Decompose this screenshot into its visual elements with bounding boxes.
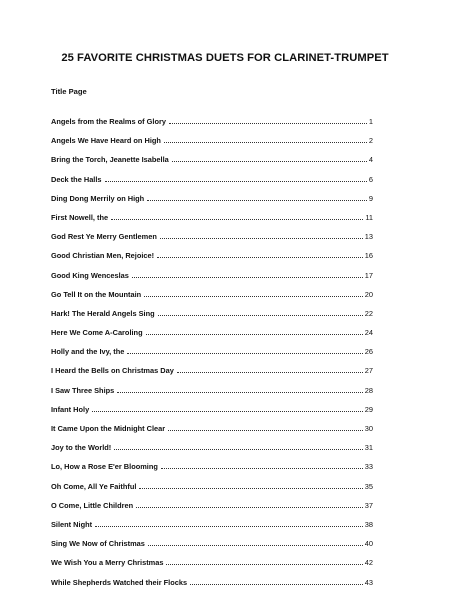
toc-entry-title: I Saw Three Ships [51, 385, 115, 395]
toc-entry [51, 309, 373, 328]
toc-entry-title: O Come, Little Children [51, 500, 134, 510]
toc-dot-leader [157, 257, 363, 258]
toc-entry-title: Good King Wenceslas [51, 270, 129, 280]
toc-entry-title: Holly and the Ivy, the [51, 347, 125, 357]
toc-entry-title: Oh Come, All Ye Faithful [51, 481, 137, 491]
toc-entry-page-number: 22 [364, 308, 373, 318]
toc-entry-title: First Nowell, the [51, 212, 109, 222]
title-page-heading: Title Page [51, 87, 87, 96]
toc-entry-page-number: 9 [368, 193, 373, 203]
toc-dot-leader [111, 219, 363, 220]
toc-entry [51, 501, 373, 520]
toc-dot-leader [92, 411, 363, 412]
toc-entry-title: We Wish You a Merry Christmas [51, 558, 164, 568]
toc-entry [51, 213, 373, 232]
toc-dot-leader [158, 315, 363, 316]
toc-dot-leader [177, 372, 363, 373]
toc-dot-leader [147, 200, 367, 201]
toc-entry-title: Lo, How a Rose E'er Blooming [51, 462, 158, 472]
toc-entry-page-number: 11 [365, 212, 373, 222]
toc-entry [51, 424, 373, 443]
toc-dot-leader [160, 238, 363, 239]
toc-entry [51, 347, 373, 366]
toc-entry-page-number: 40 [364, 539, 373, 549]
toc-entry-page-number: 42 [364, 558, 373, 568]
toc-entry-title: Good Christian Men, Rejoice! [51, 251, 155, 261]
toc-dot-leader [168, 430, 363, 431]
toc-dot-leader [146, 334, 363, 335]
toc-entry [51, 251, 373, 270]
toc-entry [51, 175, 373, 194]
toc-entry-title: Bring the Torch, Jeanette Isabella [51, 155, 169, 165]
toc-entry [51, 386, 373, 405]
toc-entry-title: Here We Come A-Caroling [51, 328, 143, 338]
toc-dot-leader [190, 584, 363, 585]
toc-entry-page-number: 33 [364, 462, 373, 472]
toc-entry-title: Deck the Halls [51, 174, 102, 184]
toc-entry [51, 539, 373, 558]
toc-entry [51, 578, 373, 597]
toc-entry [51, 155, 373, 174]
toc-entry [51, 136, 373, 155]
toc-dot-leader [144, 296, 363, 297]
toc-entry-title: God Rest Ye Merry Gentlemen [51, 232, 157, 242]
toc-entry [51, 558, 373, 577]
toc-entry [51, 232, 373, 251]
toc-entry-title: While Shepherds Watched their Flocks [51, 577, 188, 587]
toc-entry-title: It Came Upon the Midnight Clear [51, 424, 166, 433]
toc-entry-title: Silent Night [51, 519, 93, 529]
toc-entry [51, 290, 373, 309]
toc-entry-title: Sing We Now of Christmas [51, 539, 145, 549]
toc-entry-page-number: 2 [368, 136, 373, 146]
toc-entry [51, 482, 373, 501]
toc-dot-leader [105, 181, 367, 182]
toc-entry-page-number: 26 [364, 347, 373, 357]
toc-entry-page-number: 30 [364, 424, 373, 433]
toc-entry-title: I Heard the Bells on Christmas Day [51, 366, 174, 376]
document-title: 25 FAVORITE CHRISTMAS DUETS FOR CLARINET-TRUMPET [61, 52, 389, 64]
toc-entry-page-number: 24 [364, 328, 373, 338]
toc-entry [51, 443, 373, 462]
toc-entry-page-number: 13 [364, 232, 373, 242]
toc-entry-title: Angels from the Realms of Glory [51, 117, 166, 126]
toc-entry-page-number: 43 [364, 577, 373, 587]
toc-entry-page-number: 4 [368, 155, 373, 165]
toc-entry-page-number: 1 [368, 117, 373, 126]
toc-entry-page-number: 38 [364, 519, 373, 529]
toc-dot-leader [95, 526, 363, 527]
toc-dot-leader [169, 123, 367, 124]
toc-entry [51, 462, 373, 481]
toc-entry [51, 117, 373, 136]
toc-entry-page-number: 28 [364, 385, 373, 395]
toc-entry-title: Angels We Have Heard on High [51, 136, 161, 146]
toc-entry [51, 328, 373, 347]
toc-dot-leader [161, 468, 363, 469]
toc-entry-page-number: 31 [364, 443, 373, 453]
toc-entry [51, 366, 373, 385]
toc-entry [51, 405, 373, 424]
toc-entry-page-number: 35 [364, 481, 373, 491]
toc-entry-title: Joy to the World! [51, 443, 112, 453]
toc-dot-leader [166, 564, 362, 565]
toc-dot-leader [164, 142, 367, 143]
toc-entry-page-number: 17 [364, 270, 373, 280]
toc-entry-page-number: 6 [368, 174, 373, 184]
toc-entry-page-number: 29 [364, 404, 373, 414]
toc-entry-page-number: 37 [364, 500, 373, 510]
toc-dot-leader [114, 449, 363, 450]
toc-entry [51, 194, 373, 213]
toc-entry-title: Infant Holy [51, 404, 90, 414]
toc-entry-page-number: 20 [364, 289, 373, 299]
toc-entry-title: Go Tell It on the Mountain [51, 289, 142, 299]
toc-dot-leader [136, 507, 363, 508]
toc-entry-title: Ding Dong Merrily on High [51, 193, 145, 203]
toc-dot-leader [132, 277, 363, 278]
toc-entry [51, 271, 373, 290]
table-of-contents [51, 117, 373, 597]
toc-entry-title: Hark! The Herald Angels Sing [51, 308, 155, 318]
toc-dot-leader [117, 392, 363, 393]
toc-entry [51, 520, 373, 539]
toc-entry-page-number: 16 [364, 251, 373, 261]
toc-dot-leader [127, 353, 362, 354]
toc-entry-page-number: 27 [364, 366, 373, 376]
toc-dot-leader [139, 488, 362, 489]
toc-dot-leader [148, 545, 363, 546]
toc-dot-leader [172, 161, 367, 162]
